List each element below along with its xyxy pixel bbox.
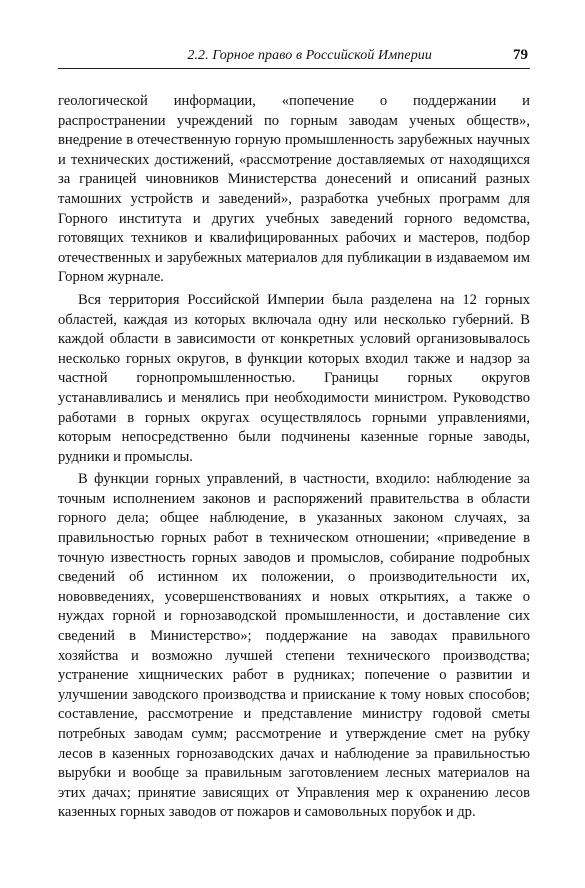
paragraph-functions: В функции горных управлений, в частности, входило: наблюдение за точным исполнением законов и распоряжений правительства в области горного дела; общее наблюдение, в указанных законом случаях, за правильностью горных работ в техническом отношении; «приведение в точную известность горных заводов и промыслов, собирание подробных сведений об истинном их положении, о производительности их, нововведениях, усовершенствованиях и новых открытиях, а также о нуждах горной и горнозаводской промышленности, и доставление сих сведений в Министерство»; поддержание на заводах правильного хозяйства и возможно лучшей степени технического производства; устранение хищнических работ в рудниках; попечение о развитии и улучшении заводского производства и приискание к тому новых способов; составление, рассмотрение и представление министру годовой сметы потребных заводам сумм; рассмотрение и утверждение смет на рубку лесов в казенных горнозаводских дачах и наблюдение за правильностью вырубки и вообще за правильным заготовлением лесных материалов на этих дачах; принятие зависящих от Управления мер к охранению лесов казенных горных заводов от пожаров и самовольных порубок и др. [58, 471, 530, 821]
page-number: 79 [513, 47, 528, 63]
running-title: 2.2. Горное право в Российской Империи [187, 48, 432, 63]
body-text [58, 92, 530, 823]
running-header [58, 46, 530, 69]
paragraph-continued: геологической информации, «попечение о поддержании и распространении учреждений по горным заводам ученых обществ», внедрение в отечественную горную промышленность зарубежных научных и технических достижений, «рассмотрение доставляемых от находящихся за границей чиновников Министерства донесений и описаний разных тамошних устройств и заведений», разработка учебных программ для Горного института и других учебных заведений горного ведомства, готовящих техников и квалифицированных рабочих и мастеров, подбор отечественных и зарубежных материалов для публикации в издаваемом им Горном журнале. [58, 93, 530, 286]
paragraph-territory: Вся территория Российской Империи была разделена на 12 горных областей, каждая из которых включала одну или несколько губерний. В каждой области в зависимости от конкретных условий организовывалось несколько горных округов, в функции которых входил также и надзор за частной горнопромышленностью. Границы горных округов устанавливались и менялись при необходимости министром. Руководство работами в горных округах осуществлялось горными управлениями, которым непосредственно были подчинены казенные горные заводы, рудники и промыслы. [58, 291, 530, 465]
